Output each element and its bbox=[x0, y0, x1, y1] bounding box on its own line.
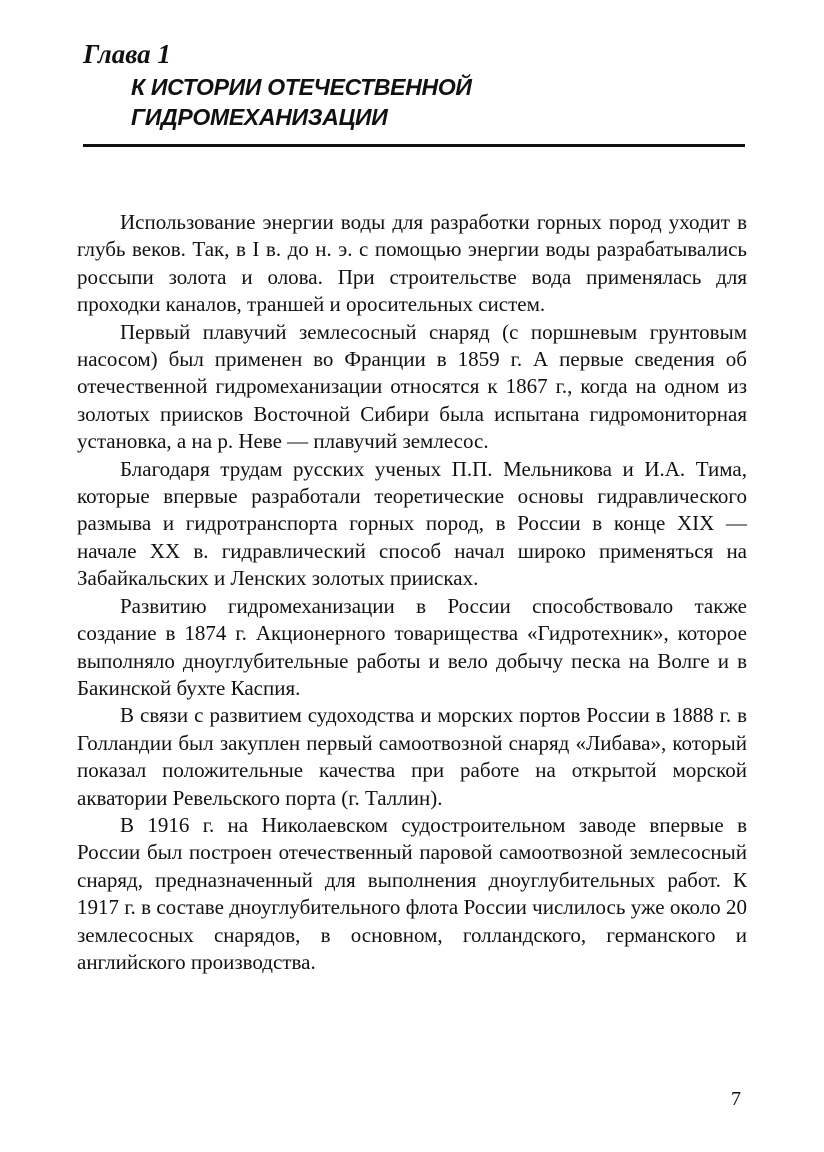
paragraph: В 1916 г. на Николаевском судостроительном заводе впервые в России был построен отечественный паровой самоотвозной землесосный снаряд, предназначенный для выполнения дноуглубительных работ. К 1917 г. в составе дноуглубительного флота России числилось уже около 20 землесосных снарядов, в основном, голландского, германского и английского производства. bbox=[77, 812, 747, 974]
paragraph: В связи с развитием судоходства и морских портов России в 1888 г. в Голландии был закуплен первый самоотвозной снаряд «Либава», который показал положительные качества при работе на открытой морской акватории Ревельского порта (г. Таллин). bbox=[77, 703, 747, 810]
chapter-title-line-2: ГИДРОМЕХАНИЗАЦИИ bbox=[131, 104, 388, 130]
chapter-title-line-1: К ИСТОРИИ ОТЕЧЕСТВЕННОЙ bbox=[131, 74, 472, 100]
paragraph: Благодаря трудам русских ученых П.П. Мельникова и И.А. Тима, которые впервые разработали теоретические основы гидравлического размыва и гидротранспорта горных пород, в России в конце XIX — начале XX в. гидравлический способ начал широко применяться на Забайкальских и Ленских золотых приисках. bbox=[77, 456, 747, 591]
page-number: 7 bbox=[731, 1088, 741, 1110]
body-text bbox=[77, 209, 747, 976]
paragraph: Развитию гидромеханизации в России способствовало также создание в 1874 г. Акционерного товарищества «Гидротехник», которое выполняло дноуглубительные работы и вело добычу песка на Волге и в Бакинской бухте Каспия. bbox=[77, 593, 747, 700]
paragraph: Использование энергии воды для разработки горных пород уходит в глубь веков. Так, в I в. до н. э. с помощью энергии воды разрабатывались россыпи золота и олова. При строительстве вода применялась для проходки каналов, траншей и оросительных систем. bbox=[77, 210, 747, 317]
chapter-title bbox=[131, 72, 691, 132]
paragraph: Первый плавучий землесосный снаряд (с поршневым грунтовым насосом) был применен во Франции в 1859 г. А первые сведения об отечественной гидромеханизации относятся к 1867 г., когда на одном из золотых приисков Восточной Сибири была испытана гидромониторная установка, а на р. Неве — плавучий землесос. bbox=[77, 319, 747, 454]
chapter-label: Глава 1 bbox=[83, 39, 171, 69]
title-rule bbox=[83, 144, 745, 147]
